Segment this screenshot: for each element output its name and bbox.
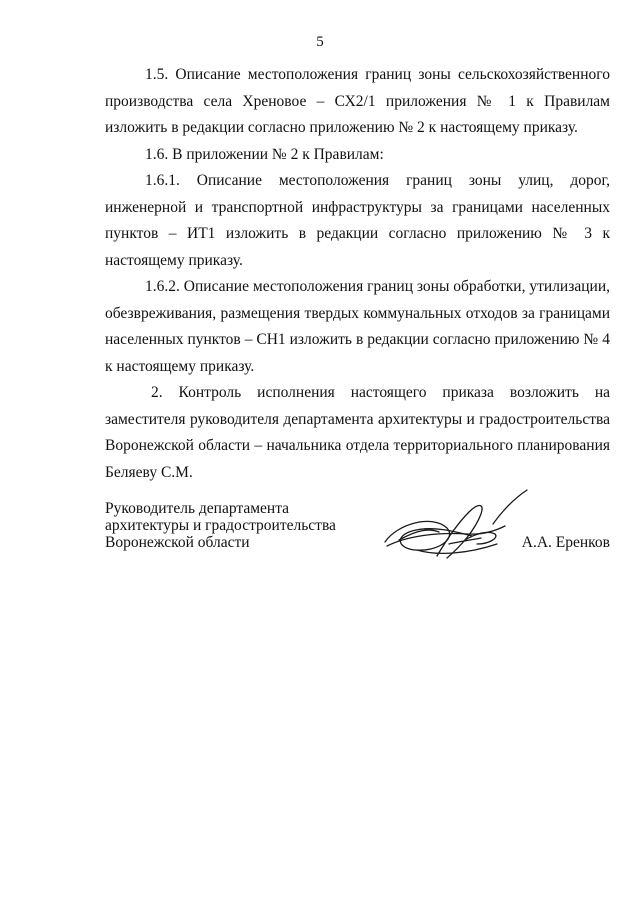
signatory-position-line: архитектуры и градостроительства [105, 517, 336, 534]
paragraph-2: 2. Контроль исполнения настоящего приказа возложить на заместителя руководителя департамента архитектуры и градостроительства Воронежской области – начальника отдела территориального планирования Беляеву С.М. [105, 384, 610, 481]
signatory-position-line: Воронежской области [105, 534, 250, 551]
signatory-name: А.А. Еренков [521, 534, 610, 551]
paragraph-1-6-1: 1.6.1. Описание местоположения границ зоны улиц, дорог, инженерной и транспортной инфраструктуры за границами населенных пунктов – ИТ1 изложить в редакции согласно приложению № 3 к настоящему приказу. [105, 172, 610, 269]
paragraph-1-5: 1.5. Описание местоположения границ зоны сельскохозяйственного производства села Хреновое – СХ2/1 приложения № 1 к Правилам изложить в редакции согласно приложению № 2 к настоящему приказу. [105, 66, 610, 136]
signature-block [105, 500, 610, 580]
document-body [105, 62, 610, 486]
signatory-position-line: Руководитель департамента [105, 500, 290, 517]
paragraph-1-6-2: 1.6.2. Описание местоположения границ зоны обработки, утилизации, обезвреживания, размещения твердых коммунальных отходов за границами населенных пунктов – СН1 изложить в редакции согласно приложению № 4 к настоящему приказу. [105, 278, 610, 375]
paragraph-1-6: 1.6. В приложении № 2 к Правилам: [145, 145, 384, 163]
handwritten-signature [377, 484, 537, 579]
page-number: 5 [316, 34, 324, 50]
signatory-position [105, 500, 336, 551]
